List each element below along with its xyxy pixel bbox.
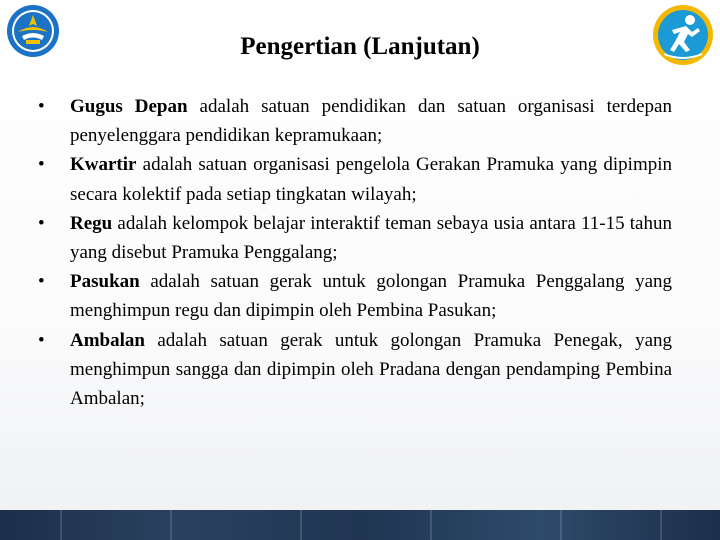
definition-term: Regu bbox=[70, 212, 113, 234]
footer-stripe bbox=[60, 510, 62, 540]
list-item-regu bbox=[38, 209, 672, 267]
definition-term: Kwartir bbox=[70, 154, 137, 176]
bullet-icon: • bbox=[38, 329, 45, 351]
list-item-kwartir bbox=[38, 150, 672, 208]
bullet-icon: • bbox=[38, 212, 45, 234]
definition-term: Gugus Depan bbox=[70, 96, 188, 117]
list-item-gugus-depan bbox=[38, 92, 672, 150]
footer-stripe bbox=[560, 510, 562, 540]
definition-list bbox=[38, 92, 672, 413]
bullet-icon: • bbox=[38, 154, 45, 176]
definition-term: Ambalan bbox=[70, 329, 145, 351]
definition-text: adalah satuan pendidikan dan satuan organisasi terdepan penyelenggara pendidikan kepramukaan; bbox=[70, 96, 672, 147]
footer-stripe bbox=[170, 510, 172, 540]
list-item-ambalan bbox=[38, 326, 672, 414]
definition-term: Pasukan bbox=[70, 271, 140, 293]
slide-title: Pengertian (Lanjutan) bbox=[240, 33, 480, 60]
bullet-icon: • bbox=[38, 96, 45, 117]
definition-text: adalah satuan gerak untuk golongan Pramuka Penggalang yang menghimpun regu dan dipimpin oleh Pembina Pasukan; bbox=[70, 271, 672, 322]
list-item-pasukan bbox=[38, 267, 672, 325]
footer-stripe bbox=[660, 510, 662, 540]
bullet-icon: • bbox=[38, 271, 45, 293]
footer-stripe bbox=[300, 510, 302, 540]
footer-stripe bbox=[430, 510, 432, 540]
definition-text: adalah satuan gerak untuk golongan Pramuka Penegak, yang menghimpun sangga dan dipimpin oleh Pradana dengan pendamping Pembina Ambalan; bbox=[70, 329, 672, 410]
definition-text: adalah kelompok belajar interaktif teman sebaya usia antara 11-15 tahun yang disebut Pramuka Penggalang; bbox=[70, 212, 672, 264]
footer-bar bbox=[0, 510, 720, 540]
definition-text: adalah satuan organisasi pengelola Gerakan Pramuka yang dipimpin secara kolektif pada setiap tingkatan wilayah; bbox=[70, 154, 672, 205]
